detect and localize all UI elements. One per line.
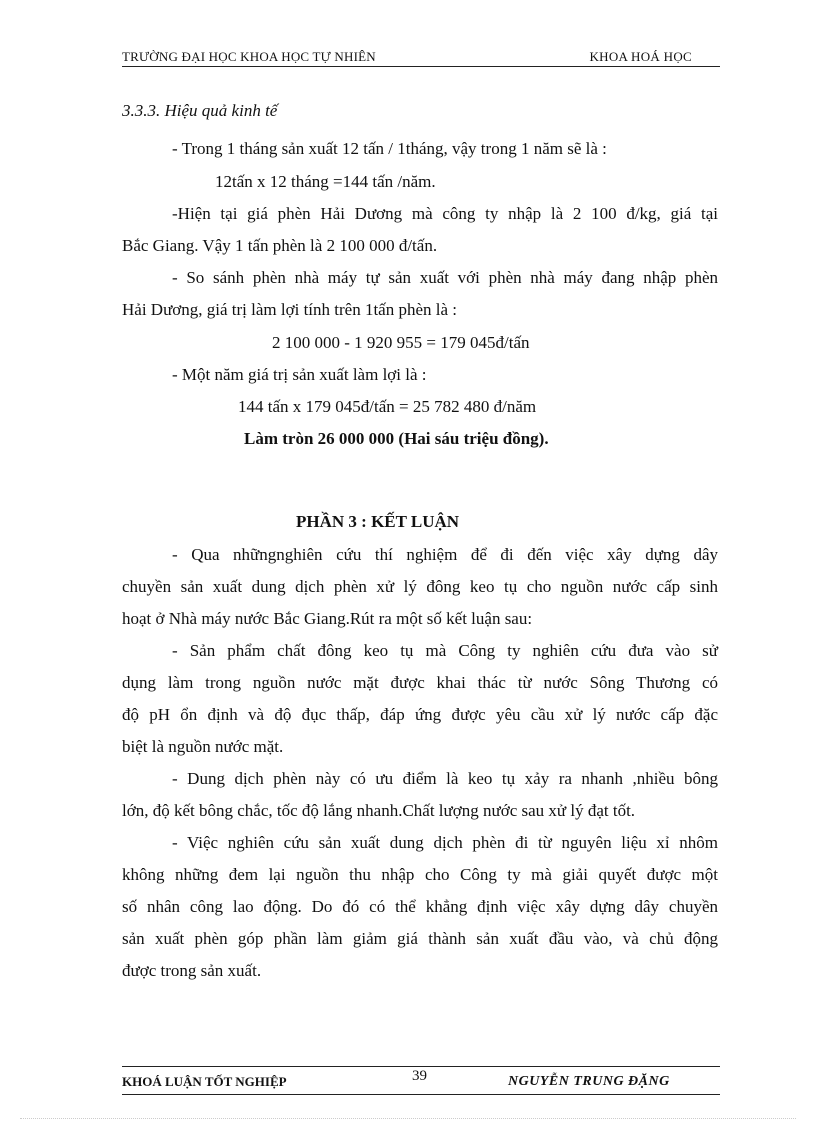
footer-divider-bottom — [122, 1094, 720, 1095]
formula-line: 144 tấn x 179 045đ/tấn = 25 782 480 đ/năm — [238, 397, 537, 416]
conclusion-title: PHẦN 3 : KẾT LUẬN — [296, 512, 460, 531]
header-faculty: KHOA HOÁ HỌC — [589, 49, 692, 64]
page-edge-dots — [20, 1118, 796, 1119]
rounded-total: Làm tròn 26 000 000 (Hai sáu triệu đồng). — [244, 429, 549, 448]
paragraph-line: chuyền sản xuất dung dịch phèn xử lý đông keo tụ cho nguồn nước cấp sinh — [122, 577, 718, 596]
paragraph-line: lớn, độ kết bông chắc, tốc độ lắng nhanh.Chất lượng nước sau xử lý đạt tốt. — [122, 801, 636, 820]
paragraph-line: độ pH ổn định và độ đục thấp, đáp ứng được yêu cầu xử lý nước cấp đặc — [122, 705, 718, 724]
paragraph-line: không những đem lại nguồn thu nhập cho Công ty mà giải quyết được một — [122, 865, 718, 884]
paragraph-line: - Sản phẩm chất đông keo tụ mà Công ty nghiên cứu đưa vào sử — [172, 641, 718, 660]
section-heading: 3.3.3. Hiệu quả kinh tế — [122, 101, 278, 120]
paragraph-line: Hải Dương, giá trị làm lợi tính trên 1tấn phèn là : — [122, 300, 458, 319]
paragraph-line: dụng làm trong nguồn nước mặt được khai thác từ nước Sông Thương có — [122, 673, 718, 692]
formula-line: 2 100 000 - 1 920 955 = 179 045đ/tấn — [272, 333, 530, 352]
paragraph-line: Bắc Giang. Vậy 1 tấn phèn là 2 100 000 đ/tấn. — [122, 236, 438, 255]
paragraph-line: - Dung dịch phèn này có ưu điểm là keo tụ xảy ra nhanh ,nhiều bông — [172, 769, 718, 788]
paragraph-line: được trong sản xuất. — [122, 961, 262, 980]
paragraph-line: số nhân công lao động. Do đó có thể khẳng định việc xây dựng dây chuyền — [122, 897, 718, 916]
paragraph-line: - Qua nhữngnghiên cứu thí nghiệm để đi đến việc xây dựng dây — [172, 545, 718, 564]
page-header — [122, 50, 720, 67]
footer-author: NGUYỄN TRUNG ĐẶNG — [508, 1074, 670, 1089]
page-number: 39 — [412, 1068, 427, 1084]
paragraph-line: - So sánh phèn nhà máy tự sản xuất với phèn nhà máy đang nhập phèn — [172, 268, 718, 287]
paragraph-line: biệt là nguồn nước mặt. — [122, 737, 284, 756]
paragraph-line: -Hiện tại giá phèn Hải Dương mà công ty nhập là 2 100 đ/kg, giá tại — [172, 204, 718, 223]
header-university: TRƯỜNG ĐẠI HỌC KHOA HỌC TỰ NHIÊN — [122, 49, 376, 64]
footer-divider — [122, 1066, 720, 1067]
paragraph-line: - Việc nghiên cứu sản xuất dung dịch phèn đi từ nguyên liệu xỉ nhôm — [172, 833, 718, 852]
footer-thesis-label: KHOÁ LUẬN TỐT NGHIỆP — [122, 1074, 287, 1089]
paragraph-line: hoạt ở Nhà máy nước Bắc Giang.Rút ra một số kết luận sau: — [122, 609, 533, 628]
paragraph-line: 12tấn x 12 tháng =144 tấn /năm. — [215, 172, 436, 191]
paragraph-line: - Trong 1 tháng sản xuất 12 tấn / 1tháng, vậy trong 1 năm sẽ là : — [172, 139, 607, 158]
paragraph-line: - Một năm giá trị sản xuất làm lợi là : — [172, 365, 427, 384]
paragraph-line: sản xuất phèn góp phần làm giảm giá thành sản xuất đầu vào, và chủ động — [122, 929, 718, 948]
